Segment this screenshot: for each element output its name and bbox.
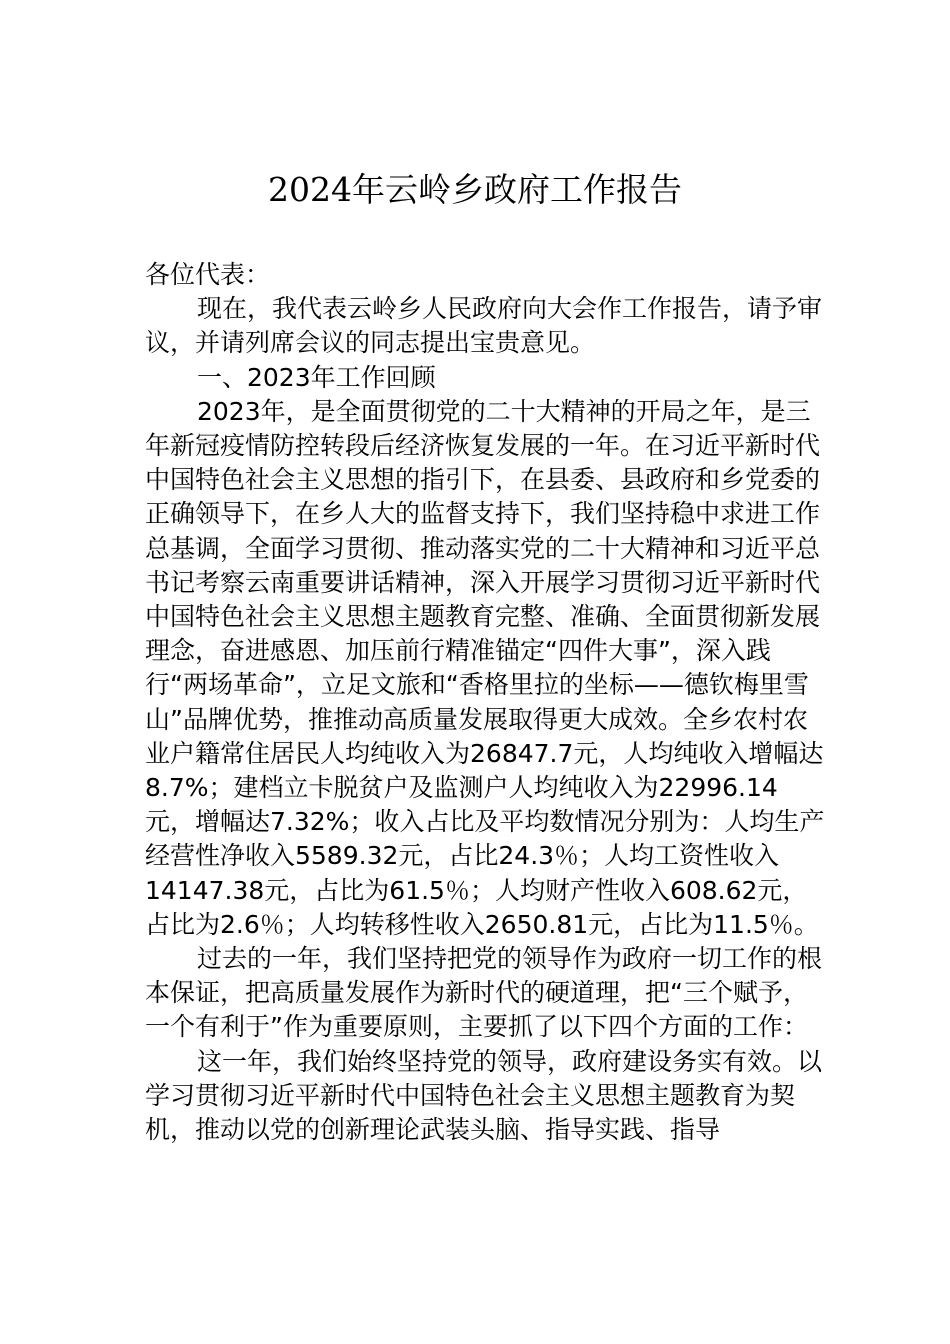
section-heading: 一、2023年工作回顾	[197, 362, 436, 392]
document-body	[145, 258, 825, 1147]
document-title: 2024年云岭乡政府工作报告	[268, 170, 682, 209]
paragraph-intro: 现在，我代表云岭乡人民政府向大会作工作报告，请予审议，并请列席会议的同志提出宝贵意见。	[145, 294, 823, 358]
salutation: 各位代表：	[145, 260, 271, 289]
paragraph-party-leadership: 这一年，我们始终坚持党的领导，政府建设务实有效。以学习贯彻习近平新时代中国特色社会主义思想主题教育为契机，推动以党的创新理论武装头脑、指导实践、指导	[145, 1046, 823, 1145]
paragraph-past-year: 过去的一年，我们坚持把党的领导作为政府一切工作的根本保证，把高质量发展作为新时代的硬道理，把“三个赋予，一个有利于”作为重要原则，主要抓了以下四个方面的工作：	[145, 944, 823, 1042]
paragraph-review: 2023年，是全面贯彻党的二十大精神的开局之年，是三年新冠疫情防控转段后经济恢复发展的一年。在习近平新时代中国特色社会主义思想的指引下，在县委、县政府和乡党委的正确领导下，在乡人大的监督支持下，我们坚持稳中求进工作总基调，全面学习贯彻、推动落实党的二十大精神和习近平总书记考察云南重要讲话精神，深入开展学习贯彻习近平新时代中国特色社会主义思想主题教育完整、准确、全面贯彻新发展理念，奋进感恩、加压前行精准锚定“四件大事”，深入践行“两场革命”，立足文旅和“香格里拉的坐标——德钦梅里雪山”品牌优势，推推动高质量发展取得更大成效。全乡农村农业户籍常住居民人均纯收入为26847.7元，人均纯收入增幅达8.7%；建档立卡脱贫户及监测户人均纯收入为22996.14元，增幅达7.32%；收入占比及平均数情况分别为：人均生产经营性净收入5589.32元，占比24.3％；人均工资性收入14147.38元，占比为61.5％；人均财产性收入608.62元，占比为2.6％；人均转移性收入2650.81元，占比为11.5％。	[145, 396, 825, 939]
